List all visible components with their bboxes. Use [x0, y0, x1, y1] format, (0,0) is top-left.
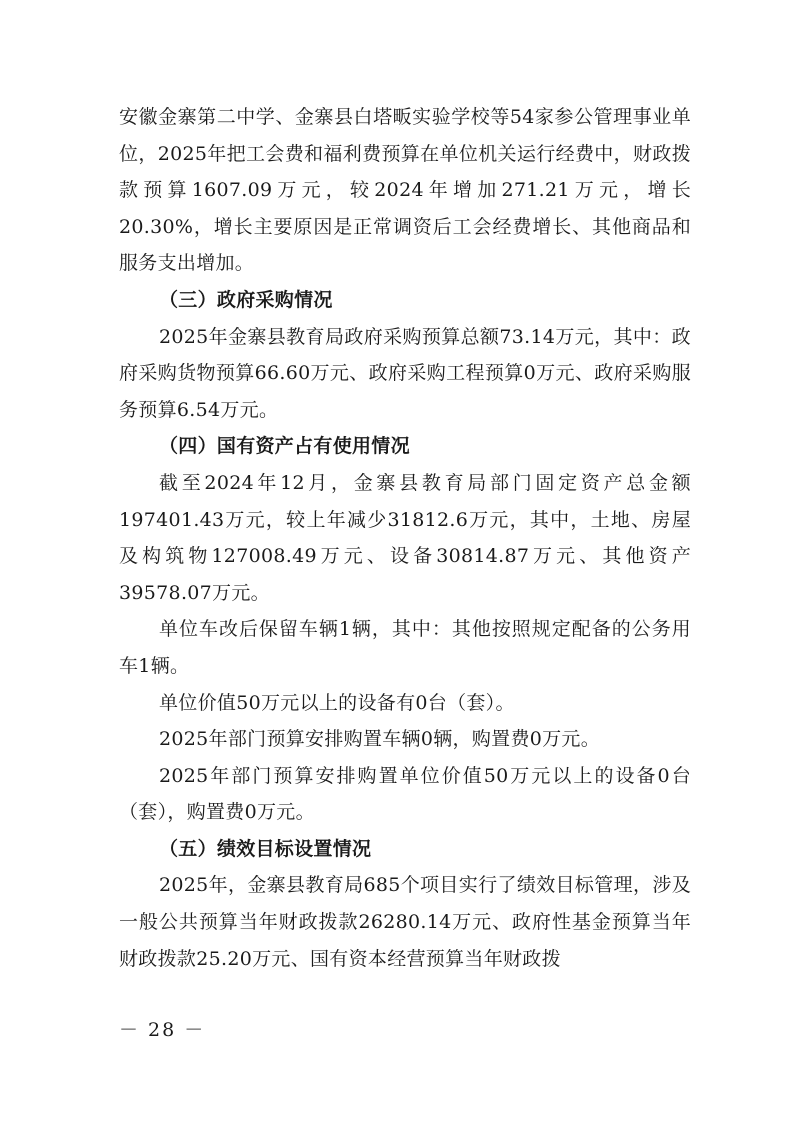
- paragraph-equipment-over-50: 单位价值50万元以上的设备有0台（套）。: [159, 691, 515, 714]
- paragraph-vehicles-retained: 单位车改后保留车辆1辆，其中：其他按照规定配备的公务用车1辆。: [119, 618, 691, 677]
- paragraph-fixed-assets: 截至2024年12月，金寨县教育局部门固定资产总金额197401.43万元，较上年减少31812.6万元，其中，土地、房屋及构筑物127008.49万元、设备30814.87万元、其他资产39578.07万元。: [119, 471, 691, 604]
- paragraph-procurement-budget: 2025年金寨县教育局政府采购预算总额73.14万元，其中：政府采购货物预算66.60万元、政府采购工程预算0万元、政府采购服务预算6.54万元。: [119, 325, 691, 421]
- paragraph-equipment-purchase: 2025年部门预算安排购置单位价值50万元以上的设备0台（套），购置费0万元。: [119, 764, 691, 824]
- body-text: [119, 99, 691, 977]
- paragraph-vehicle-purchase: 2025年部门预算安排购置车辆0辆，购置费0万元。: [159, 728, 601, 751]
- paragraph-staff-welfare-budget: 安徽金寨第二中学、金寨县白塔畈实验学校等54家参公管理事业单位，2025年把工会费和福利费预算在单位机关运行经费中，财政拨款预算1607.09万元，较2024年增加271.21万元，增长20.30%，增长主要原因是正常调资后工会经费增长、其他商品和服务支出增加。: [119, 106, 691, 275]
- heading-government-procurement: （三）政府采购情况: [159, 288, 333, 311]
- heading-performance-targets: （五）绩效目标设置情况: [159, 837, 372, 860]
- paragraph-performance-management: 2025年，金寨县教育局685个项目实行了绩效目标管理，涉及一般公共预算当年财政拨款26280.14万元、政府性基金预算当年财政拨款25.20万元、国有资本经营预算当年财政拨: [119, 874, 691, 970]
- heading-state-assets: （四）国有资产占有使用情况: [159, 435, 410, 458]
- page-number: － 28 －: [119, 1019, 206, 1041]
